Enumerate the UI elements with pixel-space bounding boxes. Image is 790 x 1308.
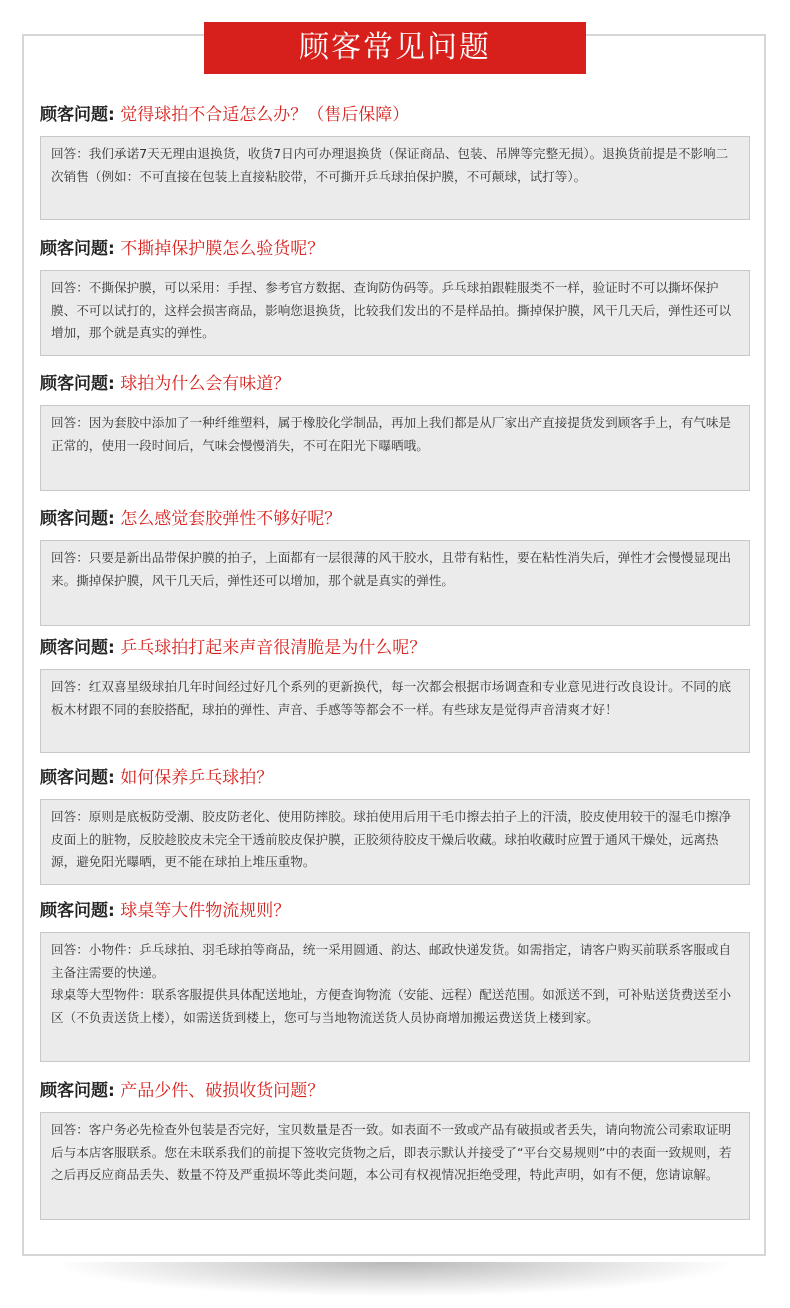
question-label: 顾客问题: bbox=[40, 768, 115, 788]
faq-question bbox=[40, 767, 750, 789]
question-label: 顾客问题: bbox=[40, 638, 115, 658]
answer-text: 回答：因为套胶中添加了一种纤维塑料，属于橡胶化学制品，再加上我们都是从厂家出产直接提货发到顾客手上，有气味是正常的，使用一段时间后，气味会慢慢消失，不可在阳光下曝晒哦。 bbox=[51, 415, 732, 453]
question-text: 球桌等大件物流规则？ bbox=[120, 901, 291, 921]
question-text: 怎么感觉套胶弹性不够好呢？ bbox=[120, 509, 342, 529]
question-label: 顾客问题: bbox=[40, 374, 115, 394]
faq-answer-box bbox=[40, 669, 750, 753]
faq-question bbox=[40, 900, 750, 922]
faq-item bbox=[40, 900, 750, 1062]
faq-question bbox=[40, 373, 750, 395]
bottom-shadow bbox=[60, 1262, 730, 1296]
faq-item bbox=[40, 104, 750, 220]
faq-answer-box bbox=[40, 270, 750, 356]
faq-answer-box bbox=[40, 932, 750, 1062]
answer-text: 回答：只要是新出品带保护膜的拍子，上面都有一层很薄的风干胶水，且带有粘性，要在粘性消失后，弹性才会慢慢显现出来。撕掉保护膜，风干几天后，弹性还可以增加，那个就是真实的弹性。 bbox=[51, 550, 732, 588]
faq-item bbox=[40, 508, 750, 626]
answer-text: 回答：客户务必先检查外包装是否完好，宝贝数量是否一致。如表面不一致或产品有破损或者丢失，请向物流公司索取证明后与本店客服联系。您在未联系我们的前提下签收完货物之后，即表示默认并接受了“平台交易规则”中的表面一致规则，若之后再反应商品丢失、数量不符及严重损坏等此类问题，本公司有权视情况拒绝受理，特此声明，如有不便，您请谅解。 bbox=[51, 1122, 732, 1182]
question-text: 产品少件、破损收货问题？ bbox=[120, 1081, 325, 1101]
answer-text: 回答：小物件：乒乓球拍、羽毛球拍等商品，统一采用圆通、韵达、邮政快递发货。如需指定，请客户购买前联系客服或自主备注需要的快递。 bbox=[51, 942, 732, 980]
question-label: 顾客问题: bbox=[40, 239, 115, 259]
faq-item bbox=[40, 373, 750, 491]
faq-question bbox=[40, 637, 750, 659]
question-text: 觉得球拍不合适怎么办？（售后保障） bbox=[120, 105, 410, 125]
faq-question bbox=[40, 238, 750, 260]
faq-answer-box bbox=[40, 405, 750, 491]
page-title: 顾客常见问题 bbox=[204, 22, 586, 74]
question-text: 乒乓球拍打起来声音很清脆是为什么呢？ bbox=[120, 638, 427, 658]
faq-answer-box bbox=[40, 540, 750, 626]
question-label: 顾客问题: bbox=[40, 1081, 115, 1101]
faq-answer-box bbox=[40, 136, 750, 220]
faq-item bbox=[40, 637, 750, 753]
answer-text: 回答：不撕保护膜，可以采用：手捏、参考官方数据、查询防伪码等。乒乓球拍跟鞋服类不一样，验证时不可以撕坏保护膜、不可以试打的，这样会损害商品，影响您退换货，比较我们发出的不是样品拍。撕掉保护膜，风干几天后，弹性还可以增加，那个就是真实的弹性。 bbox=[51, 280, 732, 340]
faq-answer-box bbox=[40, 1112, 750, 1220]
faq-question bbox=[40, 508, 750, 530]
question-text: 不撕掉保护膜怎么验货呢？ bbox=[120, 239, 325, 259]
faq-item bbox=[40, 238, 750, 356]
faq-item bbox=[40, 767, 750, 885]
answer-text: 回答：我们承诺7天无理由退换货，收货7日内可办理退换货（保证商品、包装、吊牌等完整无损）。退换货前提是不影响二次销售（例如：不可直接在包装上直接粘胶带，不可撕开乒乓球拍保护膜，不可颠球，试打等）。 bbox=[51, 146, 729, 184]
faq-question bbox=[40, 104, 750, 126]
faq-answer-box bbox=[40, 799, 750, 885]
question-text: 如何保养乒乓球拍？ bbox=[120, 768, 274, 788]
faq-item bbox=[40, 1080, 750, 1220]
question-label: 顾客问题: bbox=[40, 105, 115, 125]
faq-question bbox=[40, 1080, 750, 1102]
question-label: 顾客问题: bbox=[40, 901, 115, 921]
question-text: 球拍为什么会有味道？ bbox=[120, 374, 291, 394]
answer-text: 回答：原则是底板防受潮、胶皮防老化、使用防摔胶。球拍使用后用干毛巾擦去拍子上的汗渍，胶皮使用较干的湿毛巾擦净皮面上的脏物，反胶趁胶皮未完全干透前胶皮保护膜，正胶须待胶皮干燥后收藏。球拍收藏时应置于通风干燥处，远离热源，避免阳光曝晒，更不能在球拍上堆压重物。 bbox=[51, 809, 732, 869]
answer-text: 回答：红双喜星级球拍几年时间经过好几个系列的更新换代，每一次都会根据市场调查和专业意见进行改良设计。不同的底板木材跟不同的套胶搭配，球拍的弹性、声音、手感等等都会不一样。有些球友是觉得声音清爽才好！ bbox=[51, 679, 732, 717]
answer-text: 球桌等大型物件：联系客服提供具体配送地址，方便查询物流（安能、远程）配送范围。如派送不到，可补贴送货费送至小区（不负责送货上楼），如需送货到楼上，您可与当地物流送货人员协商增加搬运费送货上楼到家。 bbox=[51, 987, 732, 1025]
question-label: 顾客问题: bbox=[40, 509, 115, 529]
